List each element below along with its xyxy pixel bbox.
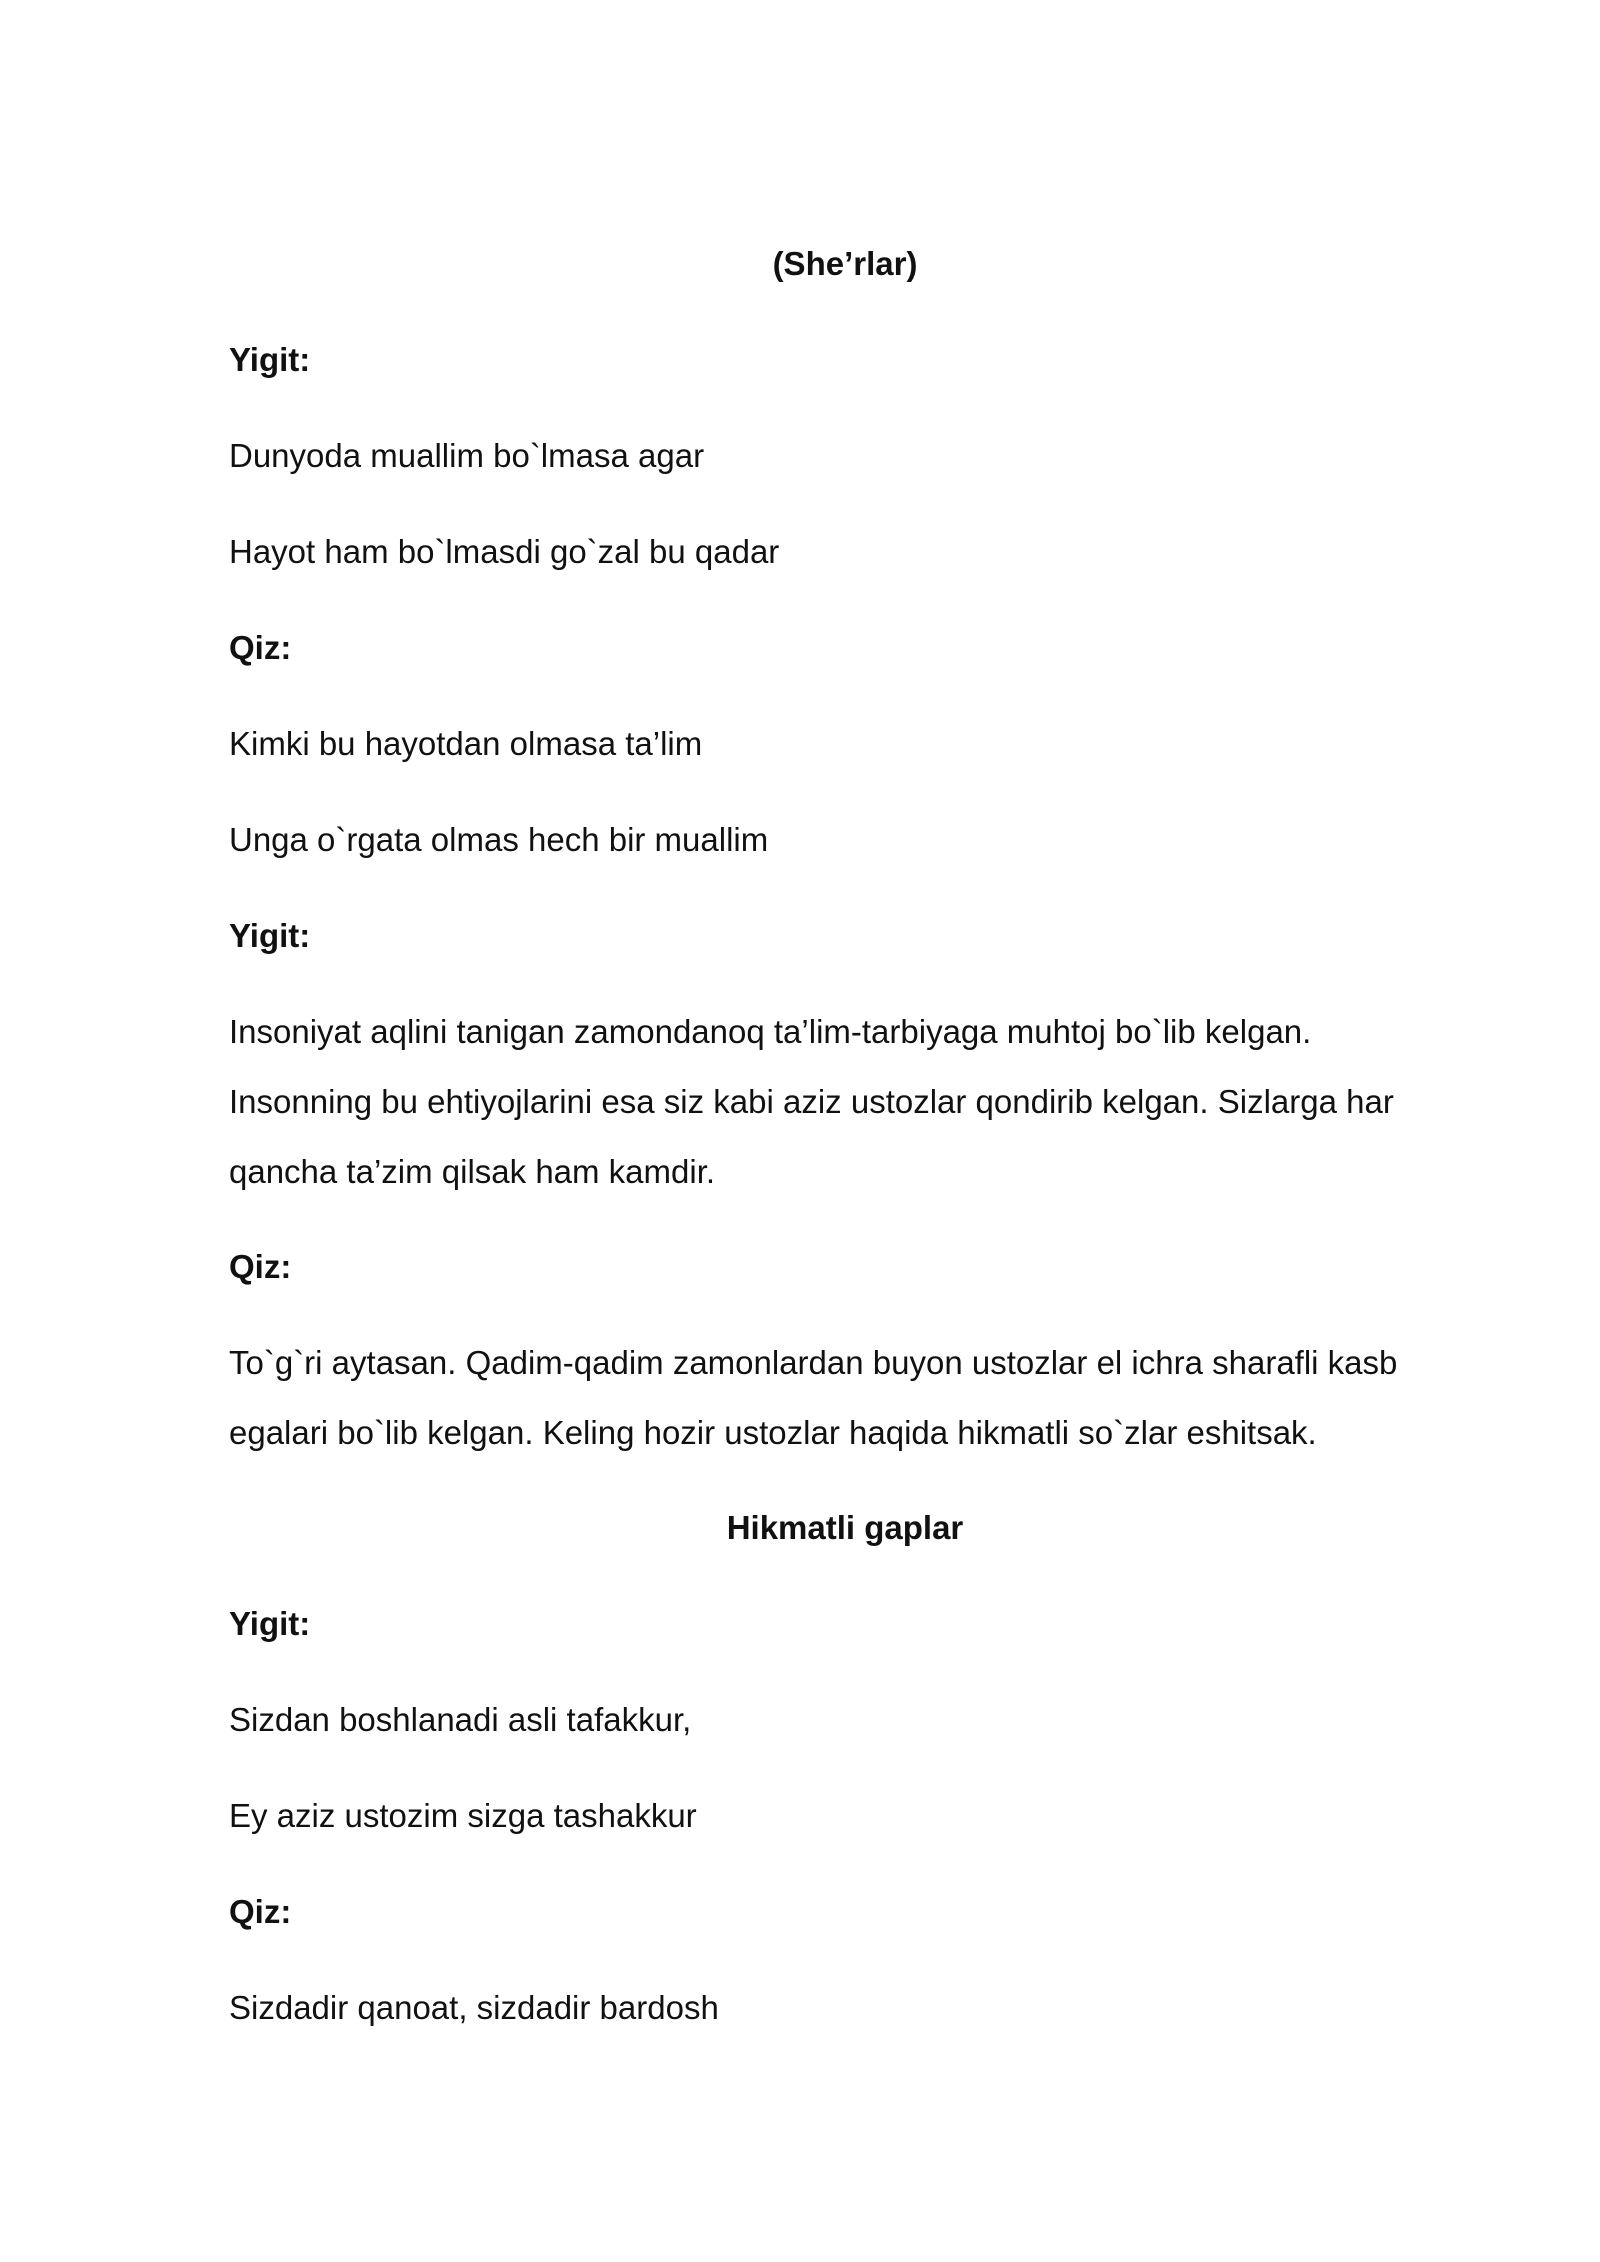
verse-line: Dunyoda muallim bo`lmasa agar (229, 437, 705, 474)
speaker-label: Qiz: (229, 629, 292, 666)
section-title: Hikmatli gaplar (726, 1509, 964, 1546)
document-body (229, 244, 1461, 2084)
verse-line: Ey aziz ustozim sizga tashakkur (229, 1797, 697, 1834)
verse-line: Kimki bu hayotdan olmasa ta’lim (229, 725, 703, 762)
verse-line: Sizdan boshlanadi asli tafakkur, (229, 1701, 692, 1738)
speaker-label: Qiz: (229, 1248, 292, 1285)
verse-line: Hayot ham bo`lmasdi go`zal bu qadar (229, 533, 780, 570)
document-title: (She’rlar) (772, 245, 918, 282)
speaker-label: Qiz: (229, 1893, 292, 1930)
paragraph: Insoniyat aqlini tanigan zamondanoq ta’lim-tarbiyaga muhtoj bo`lib kelgan. Insonning bu ehtiyojlarini esa siz kabi aziz ustozlar qondirib kelgan. Sizlarga har qancha ta’zim qilsak ham kamdir. (229, 1013, 1394, 1190)
speaker-label: Yigit: (229, 1605, 311, 1642)
speaker-label: Yigit: (229, 341, 311, 378)
verse-line: Sizdadir qanoat, sizdadir bardosh (229, 1989, 719, 2026)
speaker-label: Yigit: (229, 917, 311, 954)
verse-line: Unga o`rgata olmas hech bir muallim (229, 821, 769, 858)
paragraph: To`g`ri aytasan. Qadim-qadim zamonlardan buyon ustozlar el ichra sharafli kasb egalari bo`lib kelgan. Keling hozir ustozlar haqida hikmatli so`zlar eshitsak. (229, 1344, 1398, 1451)
